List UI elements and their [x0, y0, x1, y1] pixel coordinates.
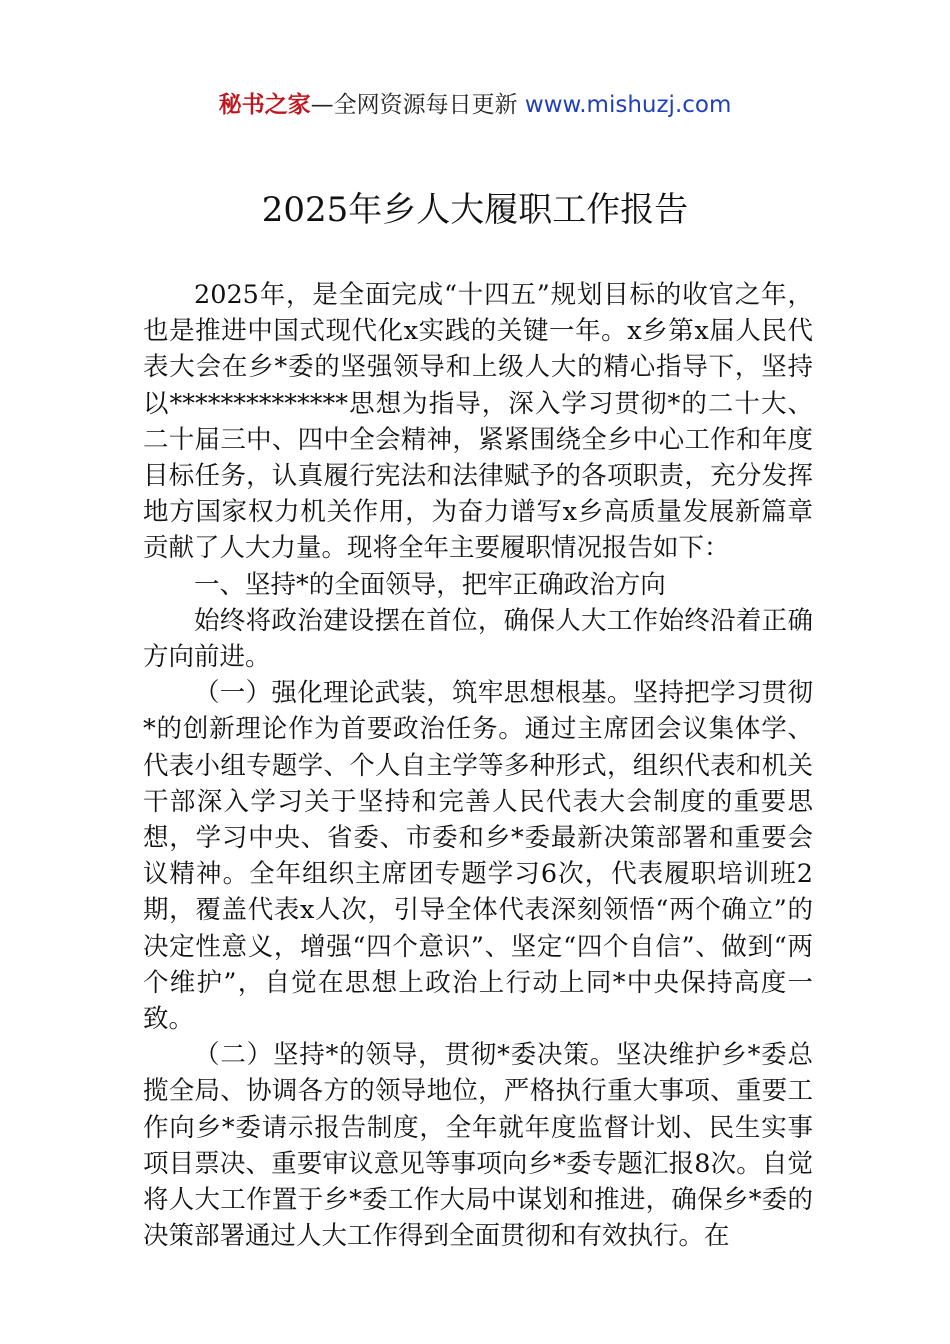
paragraph-subsection-2: （二）坚持*的领导，贯彻*委决策。坚决维护乡*委总揽全局、协调各方的领导地位，严格执行重大事项、重要工作向乡*委请示报告制度，全年就年度监督计划、民生实事项目票决、重要审议意见等事项向乡*委专题汇报8次。自觉将人大工作置于乡*委工作大局中谋划和推进，确保乡*委的决策部署通过人大工作得到全面贯彻和有效执行。在 — [143, 1040, 813, 1252]
site-slogan: —全网资源每日更新 — [310, 92, 525, 118]
paragraph-section-1-lead: 始终将政治建设摆在首位，确保人大工作始终沿着正确方向前进。 — [143, 605, 813, 673]
site-url-link[interactable]: www.mishuzj.com — [524, 92, 732, 118]
site-header — [0, 88, 950, 122]
section-heading-1: 一、坚持*的全面领导，把牢正确政治方向 — [194, 569, 666, 600]
paragraph-intro: 2025年，是全面完成“十四五”规划目标的收官之年，也是推进中国式现代化x实践的关键一年。x乡第x届人民代表大会在乡*委的坚强领导和上级人大的精心指导下，坚持以**************思想为指导，深入学习贯彻*的二十大、二十届三中、四中全会精神，紧紧围绕全乡中心工作和年度目标任务，认真履行宪法和法律赋予的各项职责，充分发挥地方国家权力机关作用，为奋力谱写x乡高质量发展新篇章贡献了人大力量。现将全年主要履职情况报告如下： — [143, 280, 813, 564]
paragraph-subsection-1: （一）强化理论武装，筑牢思想根基。坚持把学习贯彻*的创新理论作为首要政治任务。通过主席团会议集体学、代表小组专题学、个人自主学等多种形式，组织代表和机关干部深入学习关于坚持和完善人民代表大会制度的重要思想，学习中央、省委、市委和乡*委最新决策部署和重要会议精神。全年组织主席团专题学习6次，代表履职培训班2期，覆盖代表x人次，引导全体代表深刻领悟“两个确立”的决定性意义，增强“四个意识”、坚定“四个自信”、做到“两个维护”，自觉在思想上政治上行动上同*中央保持高度一致。 — [143, 678, 813, 1035]
document-body — [143, 277, 813, 1254]
site-brand: 秘书之家 — [218, 92, 311, 118]
document-title: 2025年乡人大履职工作报告 — [261, 190, 689, 230]
